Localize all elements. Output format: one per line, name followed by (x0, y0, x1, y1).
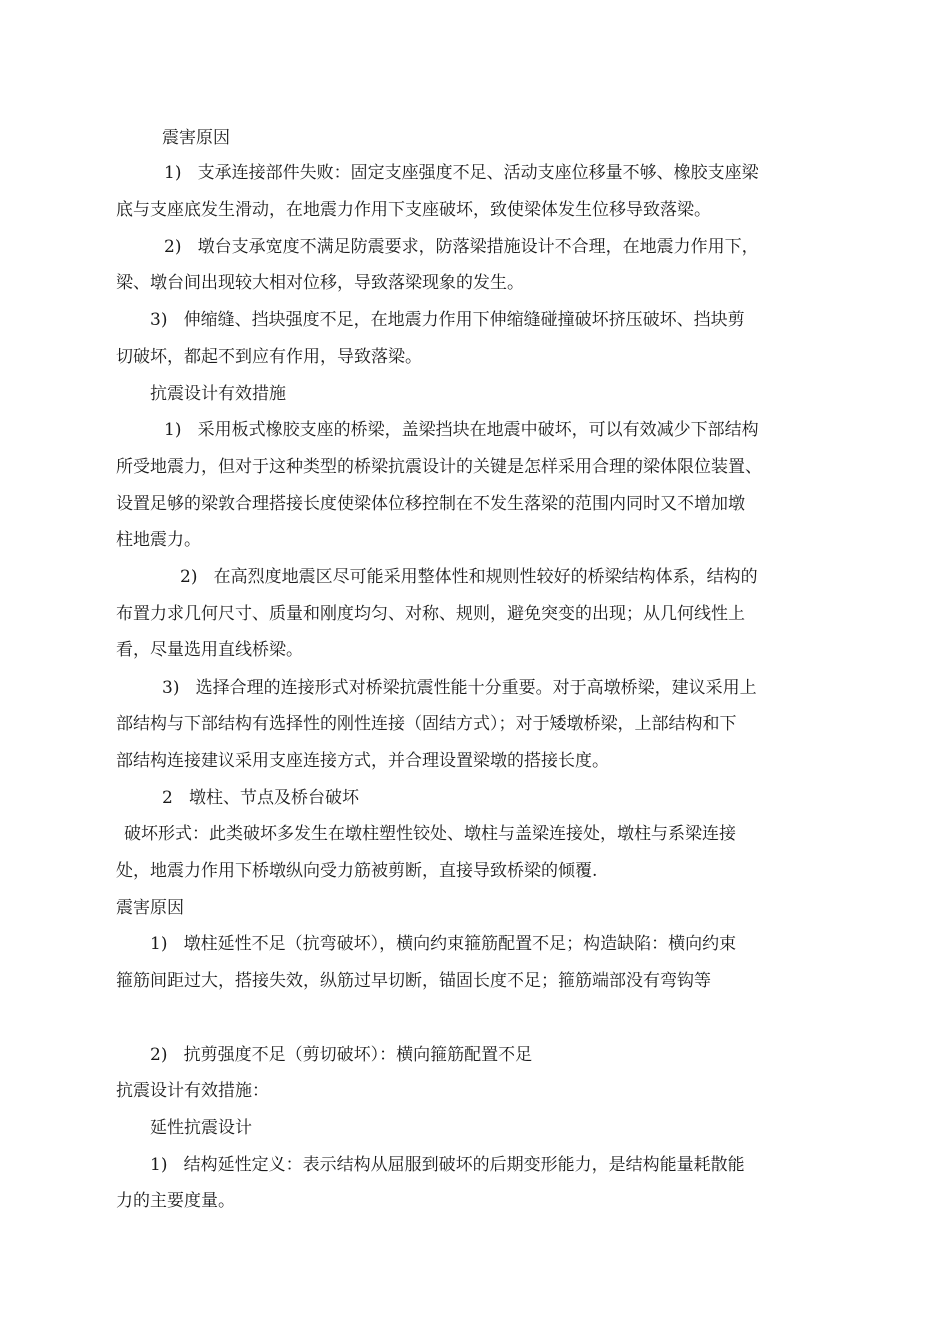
heading-seismic-design-measures-2: 抗震设计有效措施： (116, 1081, 269, 1101)
paragraph-line: 3) 伸缩缝、挡块强度不足，在地震力作用下伸缩缝碰撞破坏挤压破坏、挡块剪 (150, 310, 745, 330)
subheading-ductility-design: 延性抗震设计 (150, 1118, 252, 1138)
paragraph-line: 柱地震力。 (116, 530, 201, 550)
paragraph-line: 1) 采用板式橡胶支座的桥梁，盖梁挡块在地震中破坏，可以有效减少下部结构 (164, 420, 759, 440)
paragraph-line: 1) 结构延性定义：表示结构从屈服到破坏的后期变形能力，是结构能量耗散能 (150, 1155, 745, 1175)
paragraph-line: 布置力求几何尺寸、质量和刚度均匀、对称、规则，避免突变的出现；从几何线性上 (116, 604, 745, 624)
heading-seismic-design-measures: 抗震设计有效措施 (150, 384, 286, 404)
paragraph-line: 设置足够的梁敦合理搭接长度使梁体位移控制在不发生落梁的范围内同时又不增加墩 (116, 494, 745, 514)
section-heading-pier-node-abutment: 2 墩柱、节点及桥台破坏 (162, 788, 360, 808)
paragraph-line: 2) 抗剪强度不足（剪切破坏）：横向箍筋配置不足 (150, 1045, 533, 1065)
heading-earthquake-damage-causes-2: 震害原因 (116, 898, 184, 918)
paragraph-line: 2) 在高烈度地震区尽可能采用整体性和规则性较好的桥梁结构体系，结构的 (180, 567, 758, 587)
heading-earthquake-damage-causes: 震害原因 (162, 128, 230, 148)
paragraph-line: 1) 支承连接部件失败：固定支座强度不足、活动支座位移量不够、橡胶支座梁 (164, 163, 759, 183)
paragraph-line: 所受地震力，但对于这种类型的桥梁抗震设计的关键是怎样采用合理的梁体限位装置、 (116, 457, 762, 477)
paragraph-line: 部结构连接建议采用支座连接方式，并合理设置梁墩的搭接长度。 (116, 751, 609, 771)
paragraph-line: 破坏形式：此类破坏多发生在墩柱塑性铰处、墩柱与盖梁连接处，墩柱与系梁连接 (124, 824, 736, 844)
paragraph-line: 梁、墩台间出现较大相对位移，导致落梁现象的发生。 (116, 273, 524, 293)
paragraph-line: 切破坏，都起不到应有作用，导致落梁。 (116, 347, 422, 367)
paragraph-line: 3) 选择合理的连接形式对桥梁抗震性能十分重要。对于高墩桥梁，建议采用上 (162, 678, 757, 698)
paragraph-line: 2) 墩台支承宽度不满足防震要求，防落梁措施设计不合理，在地震力作用下， (164, 237, 759, 257)
paragraph-line: 箍筋间距过大，搭接失效，纵筋过早切断，锚固长度不足；箍筋端部没有弯钩等 (116, 971, 711, 991)
paragraph-line: 部结构与下部结构有选择性的刚性连接（固结方式）；对于矮墩桥梁，上部结构和下 (116, 714, 737, 734)
paragraph-line: 处，地震力作用下桥墩纵向受力筋被剪断，直接导致桥梁的倾覆. (116, 861, 598, 881)
paragraph-line: 看，尽量选用直线桥梁。 (116, 640, 303, 660)
paragraph-line: 1) 墩柱延性不足（抗弯破坏），横向约束箍筋配置不足；构造缺陷：横向约束 (150, 934, 737, 954)
paragraph-line: 力的主要度量。 (116, 1191, 235, 1211)
paragraph-line: 底与支座底发生滑动，在地震力作用下支座破坏，致使梁体发生位移导致落梁。 (116, 200, 711, 220)
